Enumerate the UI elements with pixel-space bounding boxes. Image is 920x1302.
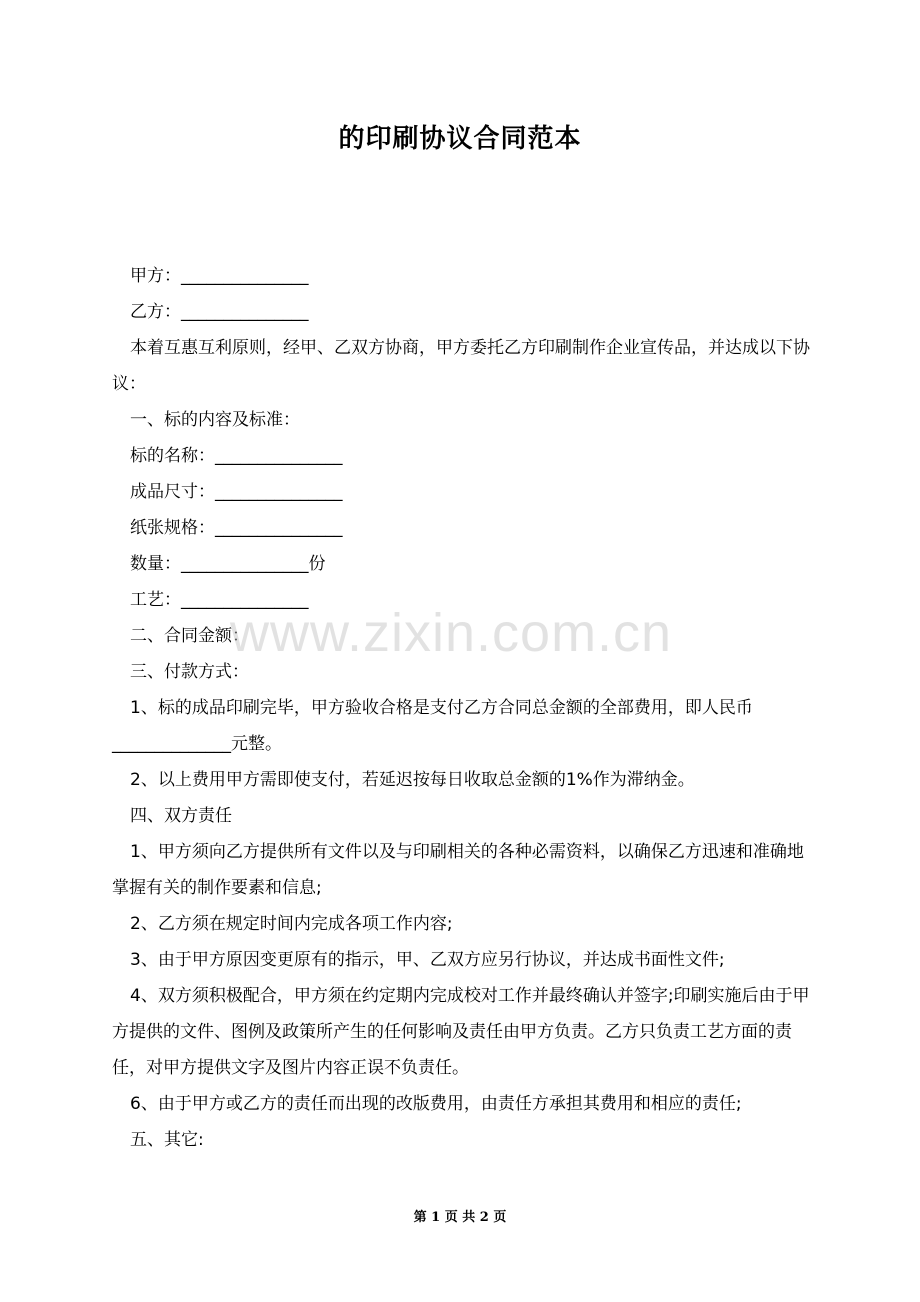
- page-footer: 第 1 页 共 2 页: [413, 1210, 507, 1225]
- document-body: [112, 258, 812, 1158]
- paragraph: 标的名称：_______________: [130, 446, 343, 466]
- paragraph: 2、乙方须在规定时间内完成各项工作内容;: [130, 914, 453, 934]
- paragraph: 工艺：_______________: [130, 590, 309, 610]
- paragraph: 纸张规格：_______________: [130, 518, 343, 538]
- paragraph: 4、双方须积极配合，甲方须在约定期内完成校对工作并最终确认并签字;印刷实施后由于甲方提供的文件、图例及政策所产生的任何影响及责任由甲方负责。乙方只负责工艺方面的责任，对甲方提供文字及图片内容正误不负责任。: [112, 986, 810, 1078]
- paragraph: 一、标的内容及标准：: [130, 410, 300, 430]
- paragraph: 2、以上费用甲方需即使支付，若延迟按每日收取总金额的1%作为滞纳金。: [130, 770, 695, 790]
- paragraph: 6、由于甲方或乙方的责任而出现的改版费用，由责任方承担其费用和相应的责任;: [130, 1094, 742, 1114]
- paragraph: 数量：_______________份: [130, 554, 326, 574]
- paragraph: 本着互惠互利原则，经甲、乙双方协商，甲方委托乙方印刷制作企业宣传品，并达成以下协议：: [112, 338, 810, 394]
- paragraph: 乙方：_______________: [130, 302, 309, 322]
- paragraph: 1、甲方须向乙方提供所有文件以及与印刷相关的各种必需资料，以确保乙方迅速和准确地掌握有关的制作要素和信息;: [112, 842, 804, 898]
- paragraph: 五、其它:: [130, 1130, 204, 1150]
- watermark: www.zixin.com.cn: [230, 603, 673, 663]
- paragraph: 二、合同金额：: [130, 626, 249, 646]
- paragraph: 三、付款方式：: [130, 662, 249, 682]
- paragraph: 3、由于甲方原因变更原有的指示，甲、乙双方应另行协议，并达成书面性文件;: [130, 950, 725, 970]
- paragraph: 1、标的成品印刷完毕，甲方验收合格是支付乙方合同总金额的全部费用，即人民币______________元整。: [112, 698, 753, 754]
- paragraph: 四、双方责任: [130, 806, 232, 826]
- document-title: 的印刷协议合同范本: [338, 124, 582, 154]
- paragraph: 甲方：_______________: [130, 266, 309, 286]
- paragraph: 成品尺寸：_______________: [130, 482, 343, 502]
